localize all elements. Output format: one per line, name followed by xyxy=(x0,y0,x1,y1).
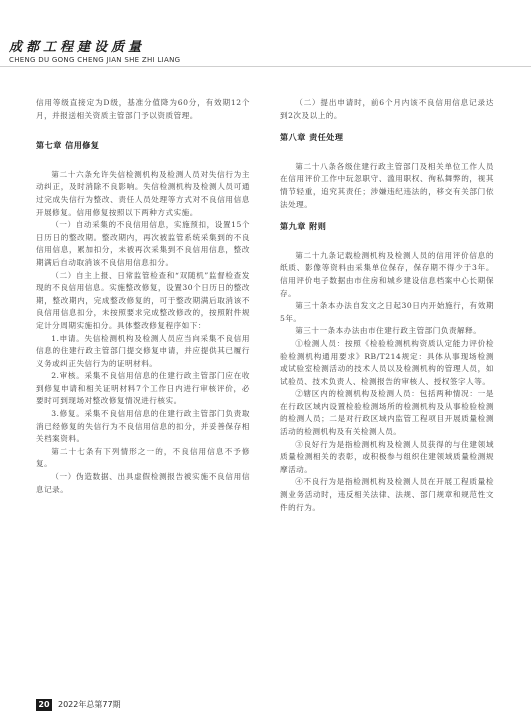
paragraph: 信用等级直接定为D级，基准分值降为60分，有效期12个月，并报送相关资质主管部门予以资质管理。 xyxy=(36,98,250,120)
chapter-heading: 第七章 信用修复 xyxy=(36,140,100,151)
paragraph: 1.申请。失信检测机构及检测人员应当向采集不良信用信息的住建行政主管部门提交修复申请，并应提供其已履行义务或纠正失信行为的证明材料。 xyxy=(36,333,250,368)
paragraph: （二）自主上报、日常监管检查和“双随机”监督检查发现的不良信用信息。实施整改修复，设置30个日历日的整改期，整改期内，完成整改修复的，可于整改期满后取消该不良信用信息扣分，未按照要求完成整改修改的，按照附件规定计分周期实施扣分。具体整改修复程序如下： xyxy=(36,270,250,330)
paragraph: 第二十七条有下列情形之一的，不良信用信息不予修复。 xyxy=(36,446,250,469)
issue-label: 2022年总第77期 xyxy=(58,700,121,709)
paragraph: （一）伪造数据、出具虚假检测报告被实施不良信用信息记录。 xyxy=(36,472,250,494)
paragraph: ③良好行为是指检测机构及检测人员获得的与住建领域质量检测相关的表彰，或积极参与组织住建领域质量检测规摩活动。 xyxy=(280,439,494,474)
paragraph: 3.修复。采集不良信用信息的住建行政主管部门负责取消已经修复的失信行为不良信用信息的扣分，并妥善保存相关档案资料。 xyxy=(36,409,250,444)
paragraph: ④不良行为是指检测机构及检测人员在开展工程质量检测业务活动时，违反相关法律、法规、部门规章和规范性文件的行为。 xyxy=(280,477,494,512)
paragraph: 第二十六条允许失信检测机构及检测人员对失信行为主动纠正，及时消除不良影响。失信检测机构及检测人员可通过完成失信行为整改、责任人员处理等方式对不良信用信息开展修复。信用修复按照以下两种方式实施。 xyxy=(36,169,250,217)
right-column xyxy=(280,97,494,514)
paragraph: 第二十八条各级住建行政主管部门及相关单位工作人员在信用评价工作中玩忽职守、滥用职权、徇私舞弊的，视其情节轻重，追究其责任；涉嫌违纪违法的，移交有关部门依法处理。 xyxy=(280,161,494,209)
paragraph: 第三十一条本办法由市住建行政主管部门负责解释。 xyxy=(295,326,482,336)
left-column xyxy=(36,97,250,496)
paragraph: （一）自动采集的不良信用信息，实施预扣，设置15个日历日的整改期。整改期内，再次被监管系统采集到的不良信用信息，累加扣分，未被再次采集到不良信用信息，整改期满后自动取消该不良信用信息扣分。 xyxy=(36,220,250,267)
page-number: 20 xyxy=(36,699,52,711)
paragraph: 第二十九条记载检测机构及检测人员的信用评价信息的纸质、影像等资料由采集单位保存，保存期不得少于3年。信用评价电子数据由市住房和城乡建设信息档案中心长期保存。 xyxy=(280,250,494,298)
paragraph: （二）提出申请时，前6个月内该不良信用信息记录达到2次及以上的。 xyxy=(280,98,494,120)
masthead-subtitle: CHENG DU GONG CHENG JIAN SHE ZHI LIANG xyxy=(9,56,181,64)
paragraph: 第三十条本办法自发文之日起30日内开始施行，有效期5年。 xyxy=(280,301,494,323)
chapter-heading: 第九章 附则 xyxy=(280,221,327,232)
paragraph: ①检测人员：按照《检验检测机构资质认定能力评价检验检测机构通用要求》RB/T214规定：具体从事现场检测或试验室检测活动的技术人员以及检测机构的管理人员，如试验员、技术负责人、检测报告的审核人、授权签字人等。 xyxy=(280,338,494,386)
header-divider xyxy=(0,66,531,67)
masthead-title: 成都工程建设质量 xyxy=(9,40,146,55)
chapter-heading: 第八章 责任处理 xyxy=(280,132,344,143)
paragraph: ②辖区内的检测机构及检测人员：包括两种情况：一是在行政区域内设置检验检测场所的检测机构及从事检验检测的检测人员；二是对行政区域内监管工程项目开展质量检测活动的检测机构及有关检测人员。 xyxy=(280,389,494,437)
paragraph: 2.审核。采集不良信用信息的住建行政主管部门应在收到修复申请和相关证明材料7个工作日内进行审核评价，必要时可到现场对整改修复情况进行核实。 xyxy=(36,371,250,406)
